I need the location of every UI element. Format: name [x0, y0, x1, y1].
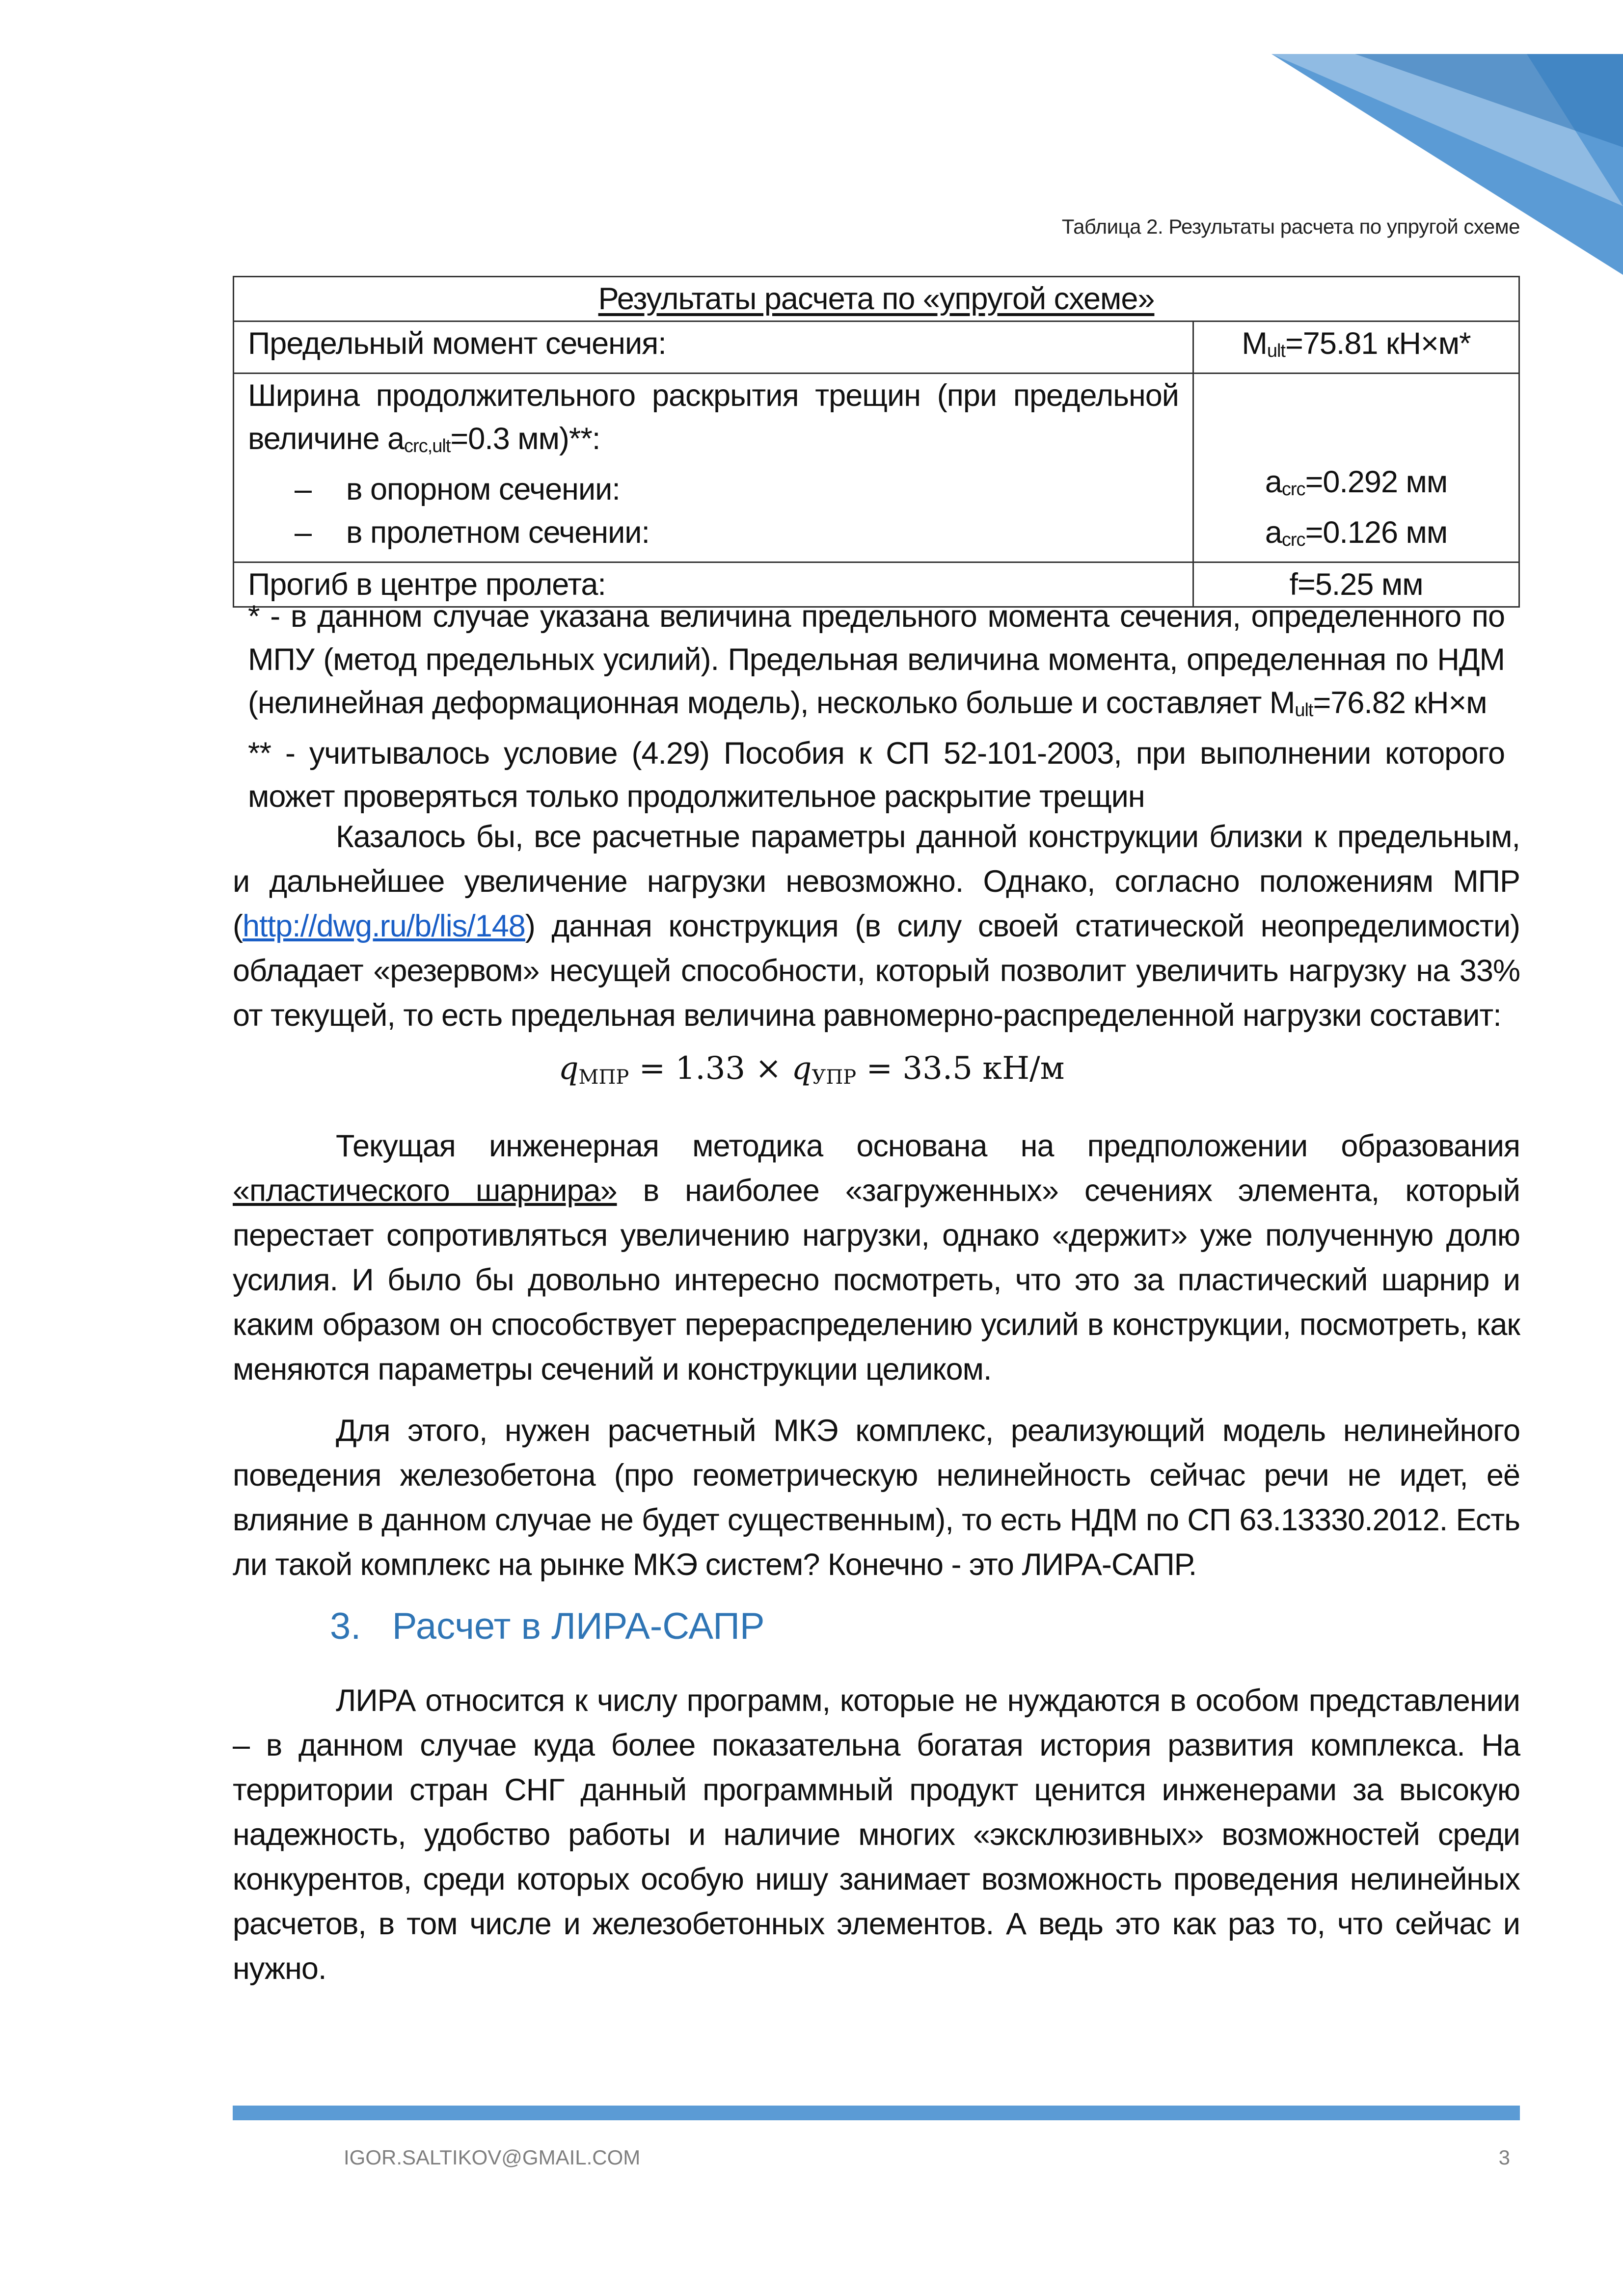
- table-caption: Таблица 2. Результаты расчета по упругой схеме: [1061, 215, 1520, 238]
- crack-item-span: – в пролетном сечении:: [295, 515, 649, 550]
- results-table: [233, 276, 1520, 608]
- plastic-hinge-term: «пластического шарнира»: [233, 1174, 617, 1208]
- crack-value-span: acrc=0.126 мм: [1265, 515, 1448, 550]
- row-value-deflection: f=5.25 мм: [1193, 562, 1519, 607]
- table-row: [234, 321, 1519, 374]
- crack-value-support: acrc=0.292 мм: [1265, 465, 1448, 500]
- footnote-2: ** - учитывалось условие (4.29) Пособия к СП 52-101-2003, при выполнении которого может проверяться только продолжительное раскрытие трещин: [248, 736, 1505, 814]
- crack-item-support: – в опорном сечении:: [295, 472, 620, 507]
- footer-email: IGOR.SALTIKOV@GMAIL.COM: [344, 2146, 641, 2169]
- row-value-crack-width: [1193, 374, 1519, 562]
- page-number: 3: [1498, 2146, 1510, 2169]
- paragraph-3: Для этого, нужен расчетный МКЭ комплекс, реализующий модель нелинейного поведения железобетона (про геометрическую нелинейность сейчас речи не идет, её влияние в данном случае не будет существенным), то есть НДМ по СП 63.13330.2012. Есть ли такой комплекс на рынке МКЭ систем? Конечно - это ЛИРА-САПР.: [233, 1414, 1520, 1582]
- footer-rule: [233, 2106, 1520, 2120]
- row-label-moment: Предельный момент сечения:: [234, 321, 1193, 374]
- paragraph-1: Казалось бы, все расчетные параметры данной конструкции близки к предельным, и дальнейшее увеличение нагрузки невозможно. Однако, согласно положениям МПР (http://dwg.ru/b/lis/148) данная конструкция (в силу своей статической неопределимости) обладает «резервом» несущей способности, который позволит увеличить нагрузку на 33% от текущей, то есть предельная величина равномерно-распределенной нагрузки составит:: [233, 820, 1520, 1033]
- table-title: Результаты расчета по «упругой схеме»: [234, 277, 1519, 321]
- table-row: [234, 374, 1519, 562]
- paragraph-4: ЛИРА относится к числу программ, которые не нуждаются в особом представлении – в данном случае куда более показательна богатая история развития комплекса. На территории стран СНГ данный программный продукт ценится инженерами за высокую надежность, удобство работы и наличие многих «эксклюзивных» возможностей среди конкурентов, среди которых особую нишу занимает возможность проведения нелинейных расчетов, в том числе и железобетонных элементов. А ведь это как раз то, что сейчас и нужно.: [233, 1683, 1520, 1986]
- dwg-link[interactable]: http://dwg.ru/b/lis/148: [242, 909, 525, 943]
- paragraph-2: Текущая инженерная методика основана на предположении образования «пластического шарнира» в наиболее «загруженных» сечениях элемента, который перестает сопротивляться увеличению нагрузки, однако «держит» уже полученную долю усилия. И было бы довольно интересно посмотреть, что это за пластический шарнир и каким образом он способствует перераспределению усилий в конструкции, посмотреть, как меняются параметры сечений и конструкции целиком.: [233, 1129, 1520, 1387]
- section-heading: 3. Расчет в ЛИРА-САПР: [330, 1605, 765, 1647]
- row-label-deflection: Прогиб в центре пролета:: [234, 562, 1193, 607]
- table-footnotes: [248, 595, 1505, 818]
- row-label-crack-width: Ширина продолжительного раскрытия трещин (при предельной величине acrc,ult=0.3 мм)**: – в опорном сечении: – в пролетном сечении:: [234, 374, 1193, 562]
- table-header-row: [234, 277, 1519, 321]
- footnote-1: * - в данном случае указана величина предельного момента сечения, определенного по МПУ (метод предельных усилий). Предельная величина момента, определенная по НДМ (нелинейная деформационная модель), несколько больше и составляет Mult=76.82 кН×м: [248, 599, 1505, 721]
- row-value-moment: Mult=75.81 кН×м*: [1193, 321, 1519, 374]
- formula: qМПР = 1.33 × qУПР = 33.5 кН/м: [558, 1050, 1065, 1089]
